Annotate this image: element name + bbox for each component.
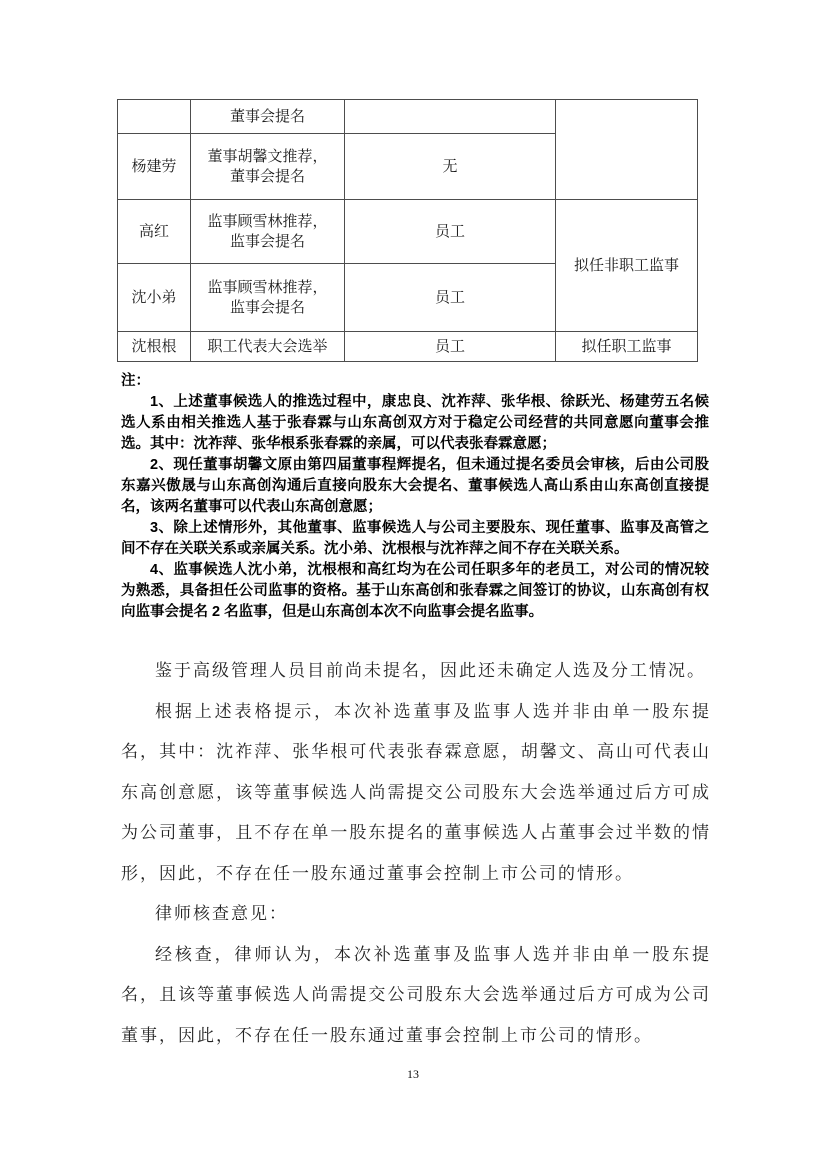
note-item-3: 3、除上述情形外，其他董事、监事候选人与公司主要股东、现任董事、监事及高管之间不存在关联关系或亲属关系。沈小弟、沈根根与沈祚萍之间不存在关联关系。 — [121, 520, 709, 557]
note-item-1: 1、上述董事候选人的推选过程中，康忠良、沈祚萍、张华根、徐跃光、杨建劳五名候选人系由相关推选人基于张春霖与山东高创双方对于稳定公司经营的共同意愿向董事会推选。其中：沈祚萍、张华根系张春霖的亲属，可以代表张春霖意愿； — [121, 394, 709, 452]
relationship-cell: 员工 — [345, 264, 556, 332]
notes-label: 注： — [121, 373, 150, 389]
nomination-method-cell: 职工代表大会选举 — [191, 332, 345, 362]
candidate-name-cell: 杨建劳 — [118, 134, 191, 200]
candidate-name-cell: 沈根根 — [118, 332, 191, 362]
candidate-name-cell: 沈小弟 — [118, 264, 191, 332]
notes-section — [121, 371, 709, 623]
paragraph-table-conclusion: 根据上述表格提示，本次补选董事及监事人选并非由单一股东提名，其中：沈祚萍、张华根可代表张春霖意愿，胡馨文、高山可代表山东高创意愿，该等董事候选人尚需提交公司股东大会选举通过后方可成为公司董事，且不存在单一股东提名的董事候选人占董事会过半数的情形，因此，不存在任一股东通过董事会控制上市公司的情形。 — [121, 701, 711, 883]
body-text-section — [121, 651, 711, 1056]
nomination-method-cell: 董事会提名 — [191, 100, 345, 134]
relationship-cell: 员工 — [345, 200, 556, 264]
table-row — [118, 100, 698, 134]
nomination-method-cell — [191, 264, 345, 332]
relationship-cell: 无 — [345, 134, 556, 200]
page-number: 13 — [407, 1067, 419, 1081]
nomination-method-line: 董事会提名 — [229, 168, 305, 185]
nomination-method-line: 董事胡馨文推荐， — [207, 148, 328, 165]
note-item-4: 4、监事候选人沈小弟，沈根根和高红均为在公司任职多年的老员工，对公司的情况较为熟悉，具备担任公司监事的资格。基于山东高创和张春霖之间签订的协议，山东高创有权向监事会提名 2 名监事，但是山东高创本次不向监事会提名监事。 — [121, 562, 709, 620]
candidate-name-cell: 高红 — [118, 200, 191, 264]
paragraph-executives: 鉴于高级管理人员目前尚未提名，因此还未确定人选及分工情况。 — [155, 661, 706, 680]
position-note-cell: 拟任职工监事 — [556, 332, 698, 362]
position-note-cell-empty — [556, 100, 698, 200]
position-note-cell: 拟任非职工监事 — [556, 200, 698, 332]
nomination-method-cell — [191, 200, 345, 264]
lawyer-opinion-heading: 律师核查意见： — [155, 904, 288, 923]
nomination-method-line: 监事顾雪林推荐， — [207, 213, 328, 230]
nomination-method-line: 监事会提名 — [229, 233, 305, 250]
relationship-cell: 员工 — [345, 332, 556, 362]
nomination-method-line: 监事会提名 — [229, 299, 305, 316]
note-item-2: 2、现任董事胡馨文原由第四届董事程辉提名，但未通过提名委员会审核，后由公司股东嘉兴傲晟与山东高创沟通后直接向股东大会提名、董事候选人高山系由山东高创直接提名，该两名董事可以代表山东高创意愿； — [121, 457, 709, 515]
candidate-name-cell — [118, 100, 191, 134]
nomination-method-line: 监事顾雪林推荐， — [207, 279, 328, 296]
paragraph-lawyer-opinion: 经核查，律师认为，本次补选董事及监事人选并非由单一股东提名，且该等董事候选人尚需提交公司股东大会选举通过后方可成为公司董事，因此，不存在任一股东通过董事会控制上市公司的情形。 — [121, 944, 711, 1045]
table-row — [118, 332, 698, 362]
nomination-method-cell — [191, 134, 345, 200]
table-row — [118, 200, 698, 264]
relationship-cell — [345, 100, 556, 134]
candidates-table — [117, 99, 698, 362]
